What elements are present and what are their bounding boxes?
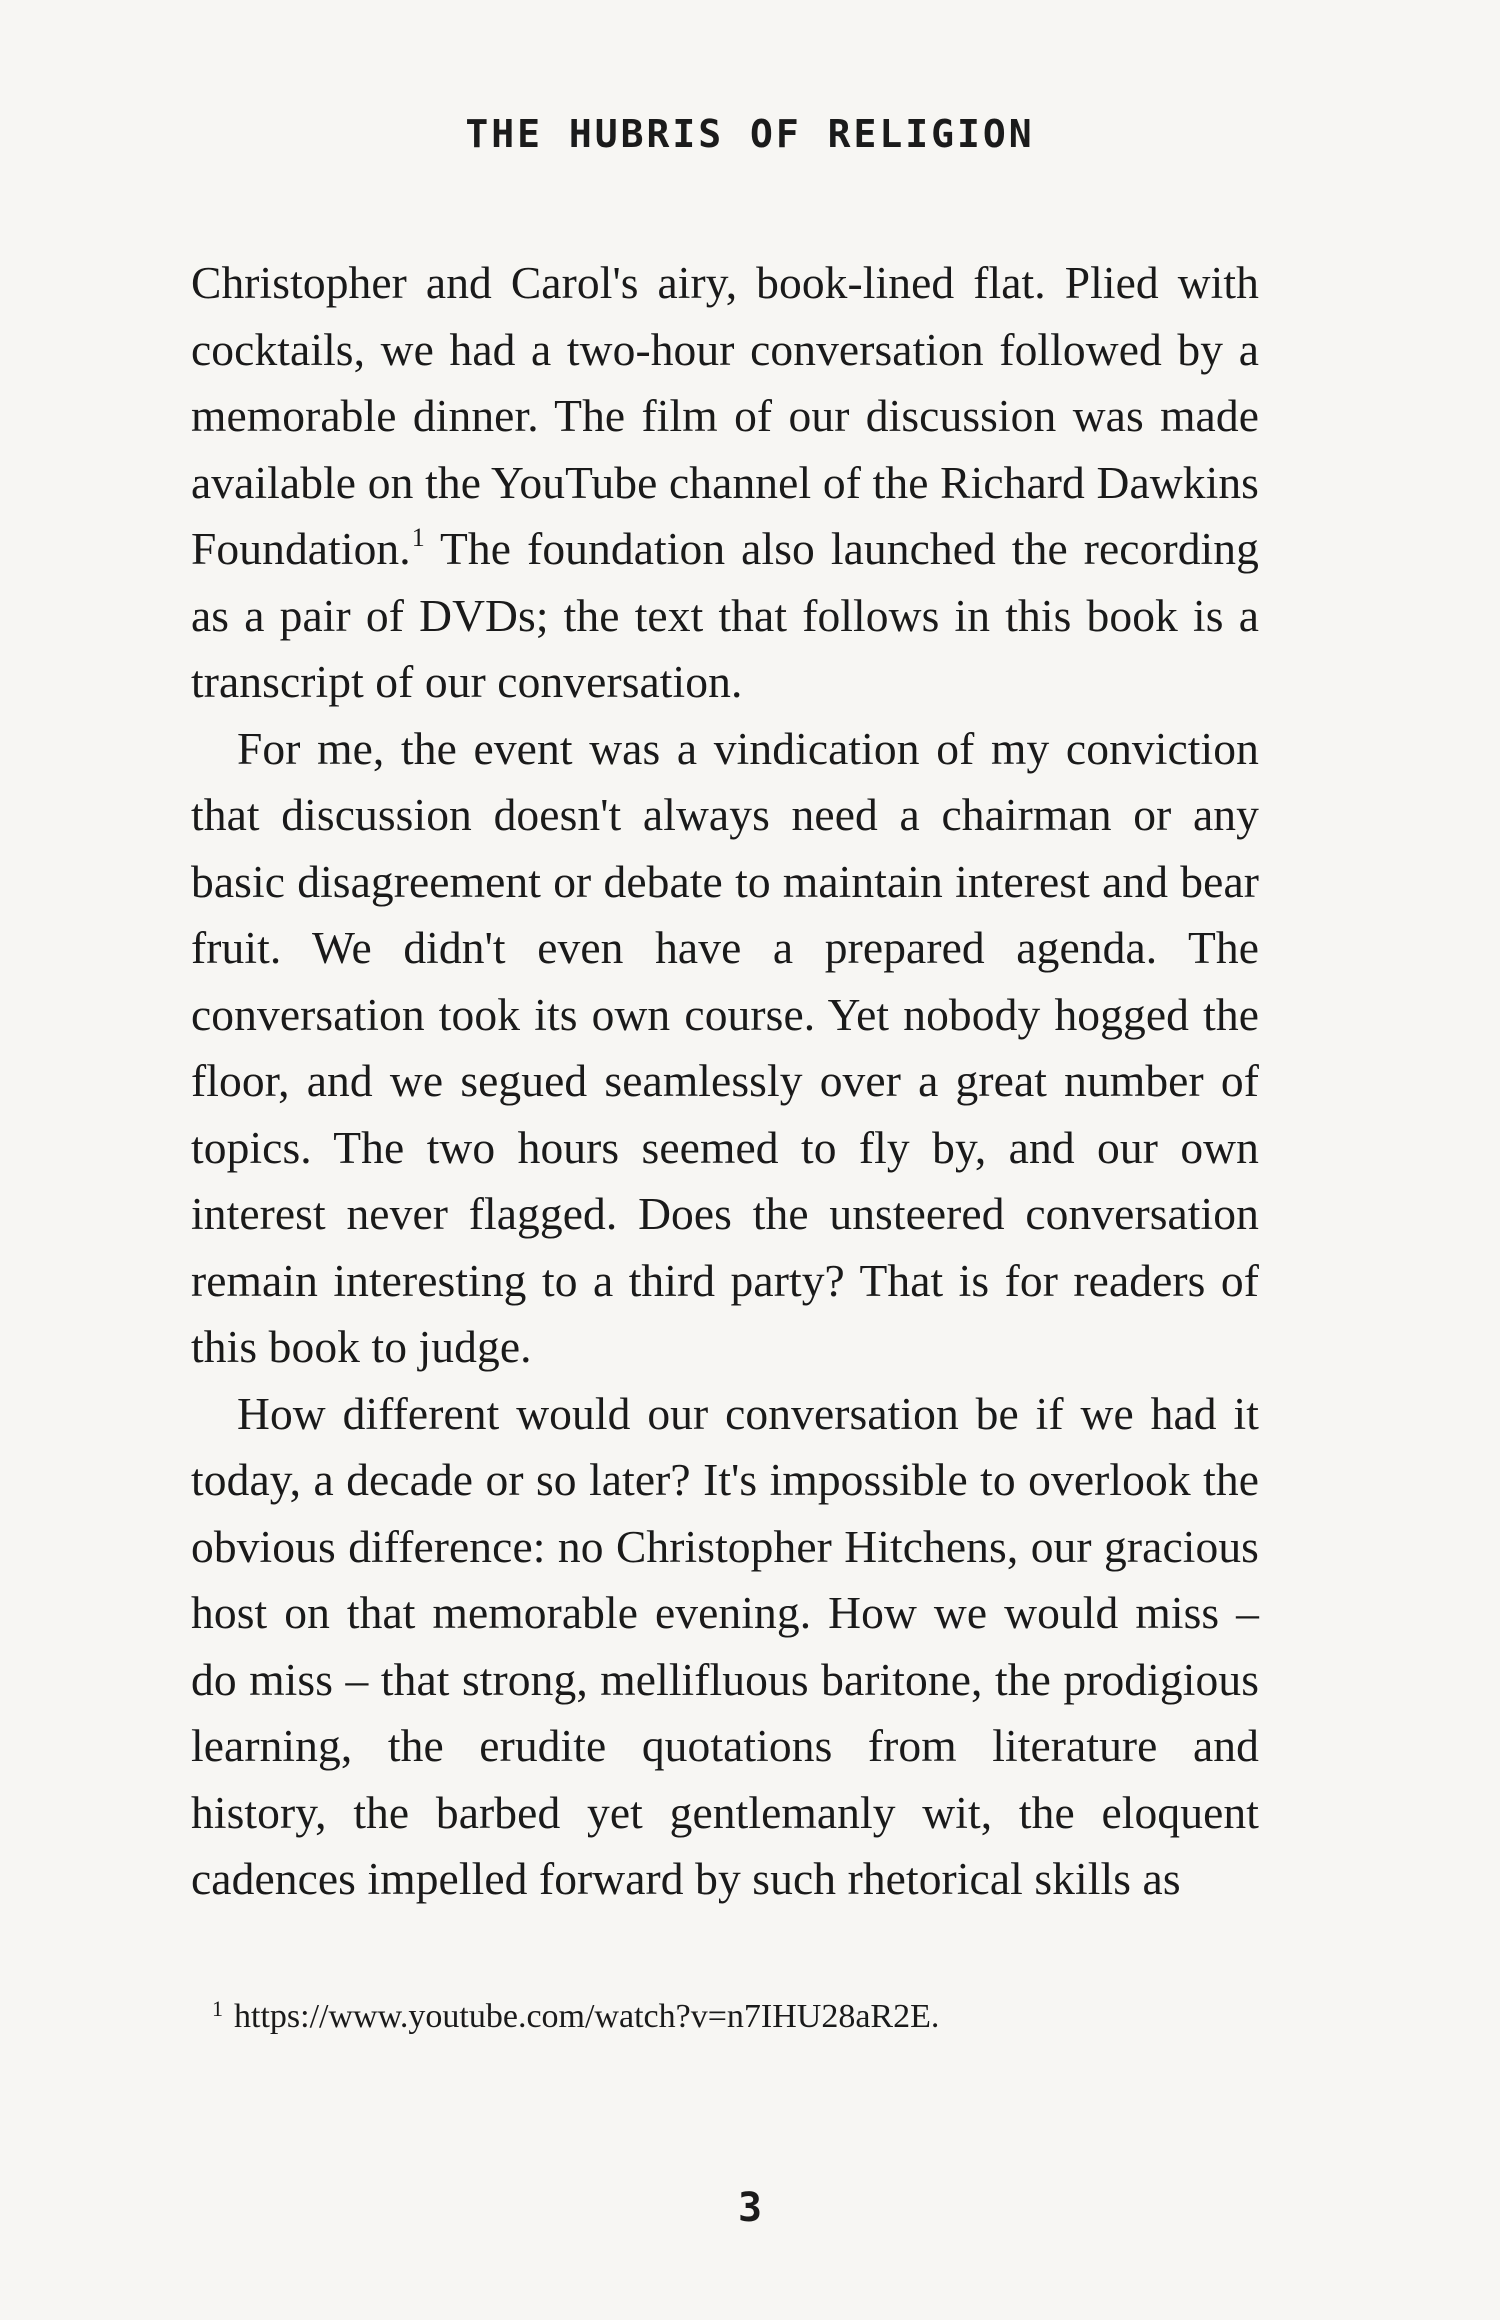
footnote (212, 1995, 1234, 2039)
paragraph-1-continuation: The foundation also launched the recording as a pair of DVDs; the text that follows in this book is a transcript of our conversation. (191, 523, 1259, 707)
paragraph-1 (191, 250, 1259, 716)
footnote-reference: 1 (411, 523, 425, 552)
paragraph-1-text: Christopher and Carol's airy, book-lined flat. Plied with cocktails, we had a two-hour conversation followed by a memorable dinner. The film of our discussion was made available on the YouTube channel of the Richard Dawkins Foundation. (191, 257, 1259, 574)
page-number: 3 (737, 2185, 763, 2231)
running-head: THE HUBRIS OF RELIGION (465, 112, 1035, 156)
body-text (191, 250, 1259, 1913)
paragraph-2: For me, the event was a vindication of my conviction that discussion doesn't always need a chairman or any basic disagreement or debate to maintain interest and bear fruit. We didn't even have a prepared agenda. The conversation took its own course. Yet nobody hogged the floor, and we segued seamlessly over a great number of topics. The two hours seemed to fly by, and our own interest never flagged. Does the unsteered conversation remain interesting to a third party? That is for readers of this book to judge. (191, 722, 1259, 1372)
paragraph-3: How different would our conversation be if we had it today, a decade or so later? It's impossible to overlook the obvious difference: no Christopher Hitchens, our gracious host on that memorable evening. How we would miss – do miss – that strong, mellifluous baritone, the prodigious learning, the erudite quotations from literature and history, the barbed yet gentlemanly wit, the eloquent cadences impelled forward by such rhetorical skills as (191, 1387, 1259, 1904)
footnote-text: https://www.youtube.com/watch?v=n7IHU28aR2E. (234, 1998, 940, 2035)
footnote-marker: 1 (212, 1996, 223, 2021)
